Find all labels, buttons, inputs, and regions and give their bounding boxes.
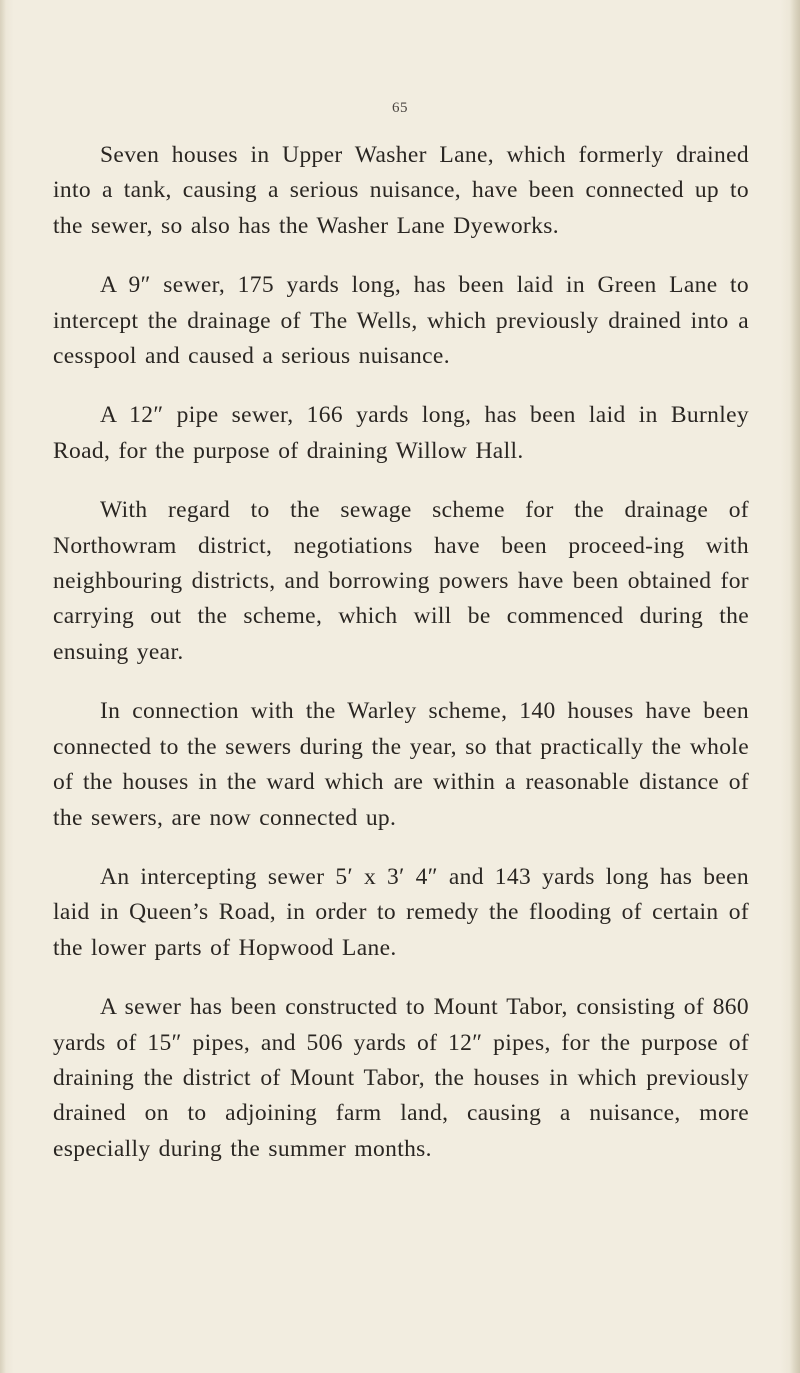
page-left-edge xyxy=(0,0,6,1373)
page-right-edge xyxy=(790,0,800,1373)
paragraph-northowram-scheme: With regard to the sewage scheme for the drainage of Northowram district, negotiations have been proceed-ing with neighbouring districts, and borrowing powers have been obtained for carrying out the scheme, which will be commenced during the ensuing year. xyxy=(53,497,749,665)
paragraph-queens-road-sewer: An intercepting sewer 5′ x 3′ 4″ and 143 yards long has been laid in Queen’s Road, in order to remedy the flooding of certain of the lower parts of Hopwood Lane. xyxy=(53,863,749,961)
page-number: 65 xyxy=(392,100,408,116)
paragraph-green-lane-sewer: A 9″ sewer, 175 yards long, has been laid in Green Lane to intercept the drainage of The Wells, which previously drained into a cesspool and caused a serious nuisance. xyxy=(53,272,749,370)
body-text xyxy=(53,138,749,1191)
paragraph-warley-scheme: In connection with the Warley scheme, 140 houses have been connected to the sewers during the year, so that practically the whole of the houses in the ward which are within a reasonable distance of the sewers, are now connected up. xyxy=(53,698,749,831)
paragraph-mount-tabor-sewer: A sewer has been constructed to Mount Tabor, consisting of 860 yards of 15″ pipes, and 506 yards of 12″ pipes, for the purpose of draining the district of Mount Tabor, the houses in which previously drained on to adjoining farm land, causing a nuisance, more especially during the summer months. xyxy=(53,994,749,1162)
paragraph-upper-washer-lane: Seven houses in Upper Washer Lane, which formerly drained into a tank, causing a serious nuisance, have been connected up to the sewer, so also has the Washer Lane Dyeworks. xyxy=(53,142,749,239)
paragraph-burnley-road-sewer: A 12″ pipe sewer, 166 yards long, has been laid in Burnley Road, for the purpose of draining Willow Hall. xyxy=(53,402,749,464)
